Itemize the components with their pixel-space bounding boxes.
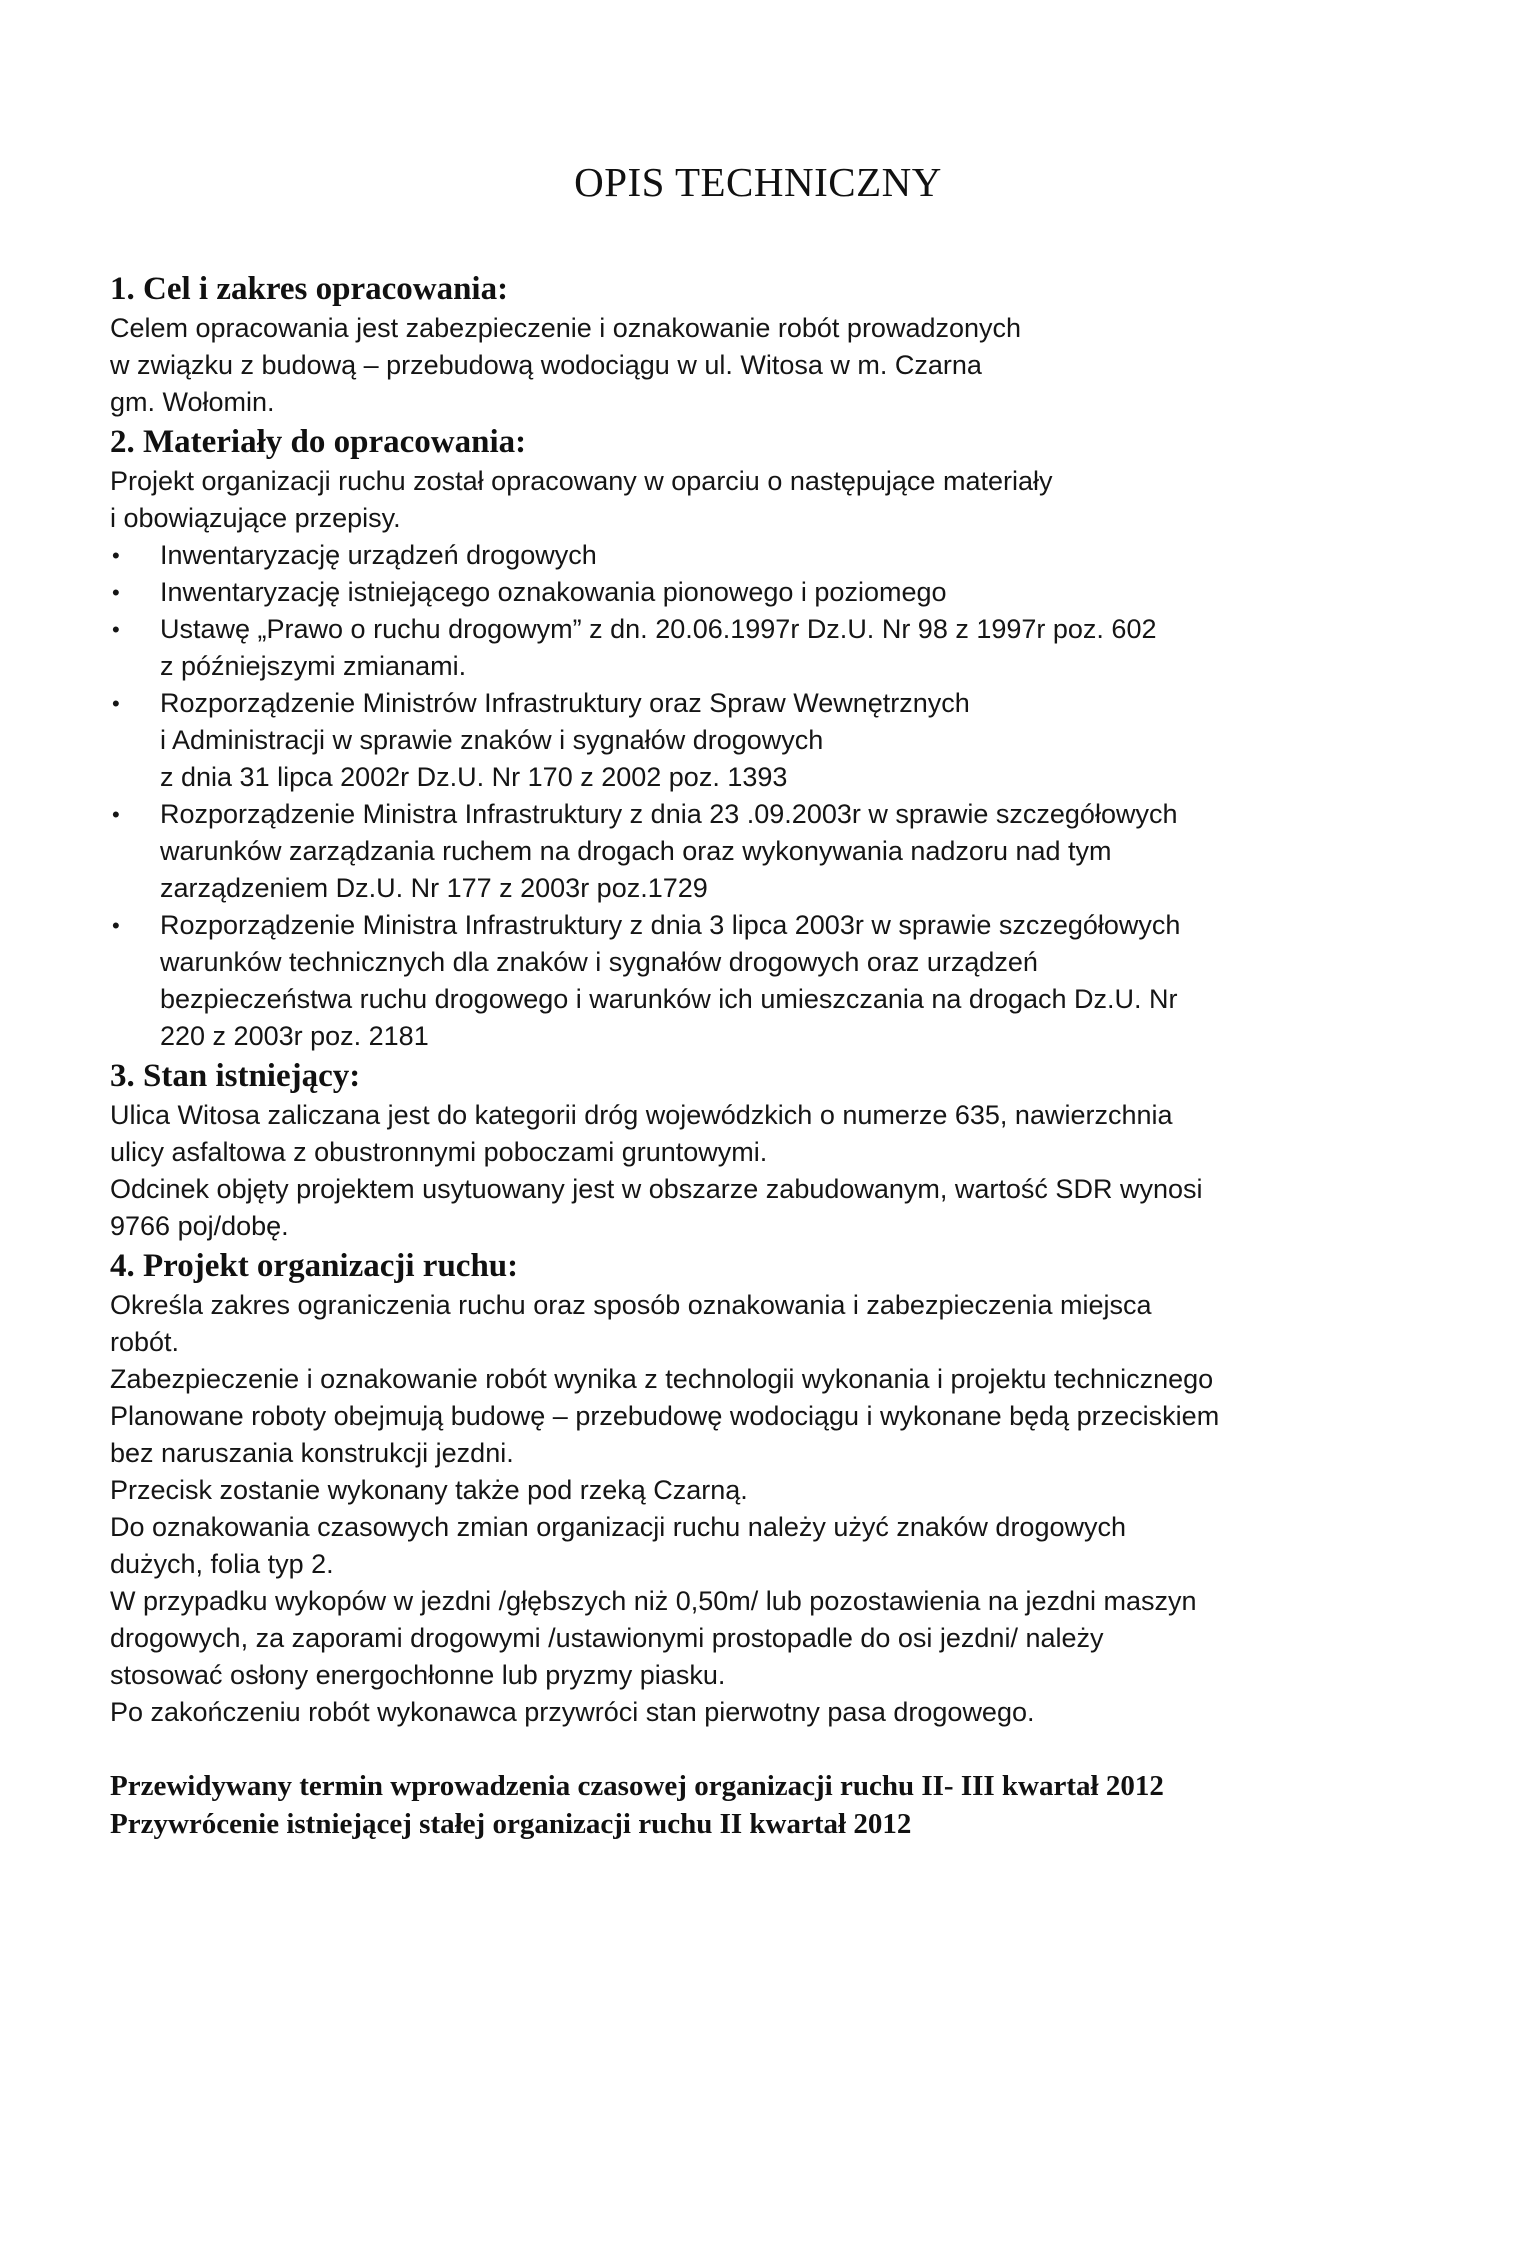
bullet-icon: • bbox=[112, 913, 120, 938]
section-stan-text bbox=[110, 1097, 1410, 1245]
text-line: Projekt organizacji ruchu został opracowany w oparciu o następujące materiały bbox=[110, 466, 1053, 496]
spacer bbox=[110, 1731, 1410, 1767]
text-line: stosować osłony energochłonne lub pryzmy piasku. bbox=[110, 1660, 726, 1690]
section-materialy-text bbox=[110, 463, 1410, 537]
bullet-icon: • bbox=[112, 617, 120, 642]
list-item bbox=[110, 574, 1410, 611]
text-line: Określa zakres ograniczenia ruchu oraz sposób oznakowania i zabezpieczenia miejsca bbox=[110, 1290, 1152, 1320]
section-heading-projekt: 4. Projekt organizacji ruchu: bbox=[110, 1248, 519, 1284]
bullet-icon: • bbox=[112, 802, 120, 827]
list-item bbox=[110, 907, 1410, 1055]
list-item-line: Rozporządzenie Ministrów Infrastruktury oraz Spraw Wewnętrznych bbox=[160, 688, 970, 718]
document-title: OPIS TECHNICZNY bbox=[574, 159, 942, 205]
bullet-icon: • bbox=[112, 580, 120, 605]
section-heading-materialy: 2. Materiały do opracowania: bbox=[110, 424, 527, 460]
section-heading-cel: 1. Cel i zakres opracowania: bbox=[110, 271, 509, 307]
list-item bbox=[110, 796, 1410, 907]
section-cel-text bbox=[110, 310, 1410, 421]
section-projekt-text bbox=[110, 1287, 1410, 1731]
list-item-line: Inwentaryzację istniejącego oznakowania pionowego i poziomego bbox=[160, 577, 947, 607]
list-item-line: Rozporządzenie Ministra Infrastruktury z dnia 3 lipca 2003r w sprawie szczegółowych bbox=[160, 910, 1181, 940]
list-item-line: z dnia 31 lipca 2002r Dz.U. Nr 170 z 2002 poz. 1393 bbox=[160, 762, 788, 792]
list-item-line: warunków technicznych dla znaków i sygnałów drogowych oraz urządzeń bbox=[160, 947, 1038, 977]
text-line: 9766 poj/dobę. bbox=[110, 1211, 289, 1241]
text-line: w związku z budową – przebudową wodociągu w ul. Witosa w m. Czarna bbox=[110, 350, 982, 380]
text-line: bez naruszania konstrukcji jezdni. bbox=[110, 1438, 514, 1468]
list-item-line: Inwentaryzację urządzeń drogowych bbox=[160, 540, 597, 570]
text-line: ulicy asfaltowa z obustronnymi poboczami gruntowymi. bbox=[110, 1137, 768, 1167]
schedule-line-temporary: Przewidywany termin wprowadzenia czasowej organizacji ruchu II- III kwartał 2012 bbox=[110, 1770, 1164, 1802]
list-item-line: z późniejszymi zmianami. bbox=[160, 651, 467, 681]
text-line: Przecisk zostanie wykonany także pod rzeką Czarną. bbox=[110, 1475, 748, 1505]
text-line: gm. Wołomin. bbox=[110, 387, 275, 417]
text-line: Po zakończeniu robót wykonawca przywróci stan pierwotny pasa drogowego. bbox=[110, 1697, 1035, 1727]
section-heading-stan: 3. Stan istniejący: bbox=[110, 1058, 361, 1094]
list-item-line: zarządzeniem Dz.U. Nr 177 z 2003r poz.1729 bbox=[160, 873, 708, 903]
bullet-icon: • bbox=[112, 691, 120, 716]
text-line: Do oznakowania czasowych zmian organizacji ruchu należy użyć znaków drogowych bbox=[110, 1512, 1126, 1542]
materials-list bbox=[110, 537, 1410, 1055]
text-line: robót. bbox=[110, 1327, 180, 1357]
text-line: W przypadku wykopów w jezdni /głębszych niż 0,50m/ lub pozostawienia na jezdni maszyn bbox=[110, 1586, 1197, 1616]
list-item-line: 220 z 2003r poz. 2181 bbox=[160, 1021, 429, 1051]
list-item-line: bezpieczeństwa ruchu drogowego i warunków ich umieszczania na drogach Dz.U. Nr bbox=[160, 984, 1178, 1014]
text-line: Ulica Witosa zaliczana jest do kategorii dróg wojewódzkich o numerze 635, nawierzchnia bbox=[110, 1100, 1173, 1130]
text-line: drogowych, za zaporami drogowymi /ustawionymi prostopadle do osi jezdni/ należy bbox=[110, 1623, 1104, 1653]
bullet-icon: • bbox=[112, 543, 120, 568]
list-item bbox=[110, 537, 1410, 574]
list-item-line: Ustawę „Prawo o ruchu drogowym” z dn. 20.06.1997r Dz.U. Nr 98 z 1997r poz. 602 bbox=[160, 614, 1157, 644]
text-line: Celem opracowania jest zabezpieczenie i oznakowanie robót prowadzonych bbox=[110, 313, 1022, 343]
list-item-line: warunków zarządzania ruchem na drogach oraz wykonywania nadzoru nad tym bbox=[160, 836, 1112, 866]
list-item-line: Rozporządzenie Ministra Infrastruktury z dnia 23 .09.2003r w sprawie szczegółowych bbox=[160, 799, 1178, 829]
schedule-line-restore: Przywrócenie istniejącej stałej organizacji ruchu II kwartał 2012 bbox=[110, 1808, 912, 1840]
text-line: dużych, folia typ 2. bbox=[110, 1549, 334, 1579]
text-line: Odcinek objęty projektem usytuowany jest w obszarze zabudowanym, wartość SDR wynosi bbox=[110, 1174, 1203, 1204]
text-line: i obowiązujące przepisy. bbox=[110, 503, 401, 533]
text-line: Planowane roboty obejmują budowę – przebudowę wodociągu i wykonane będą przeciskiem bbox=[110, 1401, 1220, 1431]
list-item bbox=[110, 685, 1410, 796]
list-item bbox=[110, 611, 1410, 685]
list-item-line: i Administracji w sprawie znaków i sygnałów drogowych bbox=[160, 725, 824, 755]
text-line: Zabezpieczenie i oznakowanie robót wynika z technologii wykonania i projektu technicznego bbox=[110, 1364, 1214, 1394]
document-body bbox=[110, 268, 1410, 1843]
